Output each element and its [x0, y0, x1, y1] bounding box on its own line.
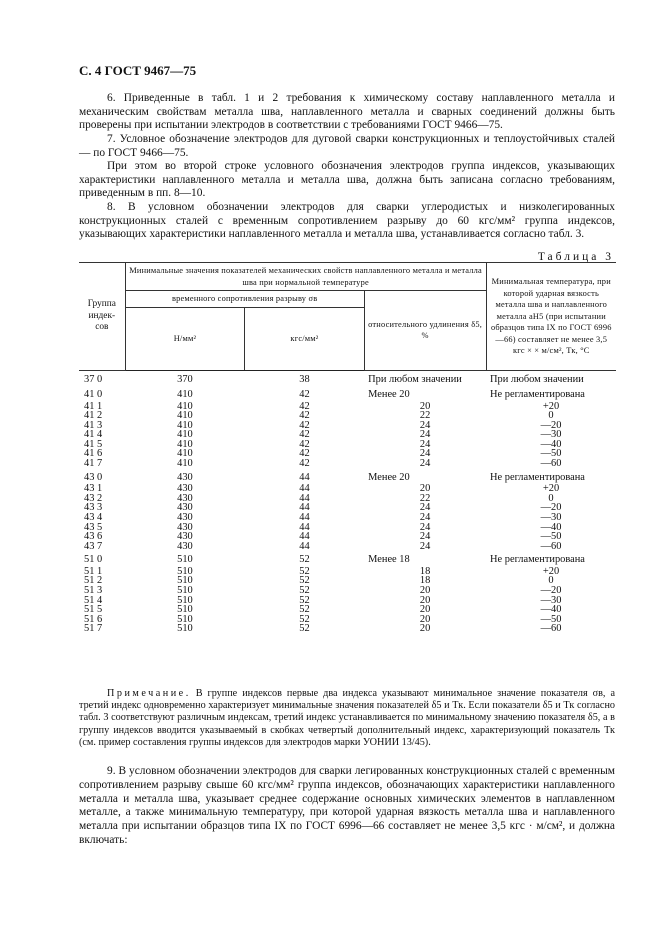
cell-tensile-nmm: 410 — [177, 419, 193, 431]
table-row — [79, 532, 616, 542]
cell-index: 43 5 — [84, 521, 103, 533]
table-row — [79, 586, 616, 596]
cell-index: 51 1 — [84, 565, 103, 577]
cell-tensile-nmm: 430 — [177, 540, 193, 552]
header-nmm: Н/мм² — [125, 307, 245, 370]
cell-temperature-value: 0 — [548, 575, 554, 587]
cell-temperature-value: 0 — [548, 492, 554, 504]
cell-temperature — [486, 542, 616, 552]
cell-tensile-kgs: 52 — [299, 575, 310, 587]
cell-tensile-kgs: 44 — [299, 531, 310, 543]
cell-elongation: При любом значении — [368, 373, 462, 385]
cell-elongation-value: 20 — [419, 604, 431, 616]
cell-tensile-kgs: 52 — [299, 565, 310, 577]
cell-elongation-value: 24 — [419, 540, 431, 552]
header-group: Группа индек-сов — [79, 263, 125, 371]
cell-index: 51 6 — [84, 613, 103, 625]
cell-temperature-value: +20 — [542, 565, 560, 577]
table-row — [79, 386, 616, 402]
cell-elongation-value: 20 — [419, 594, 431, 606]
cell-tensile-kgs: 42 — [299, 410, 310, 422]
cell-index: 41 3 — [84, 419, 103, 431]
cell-elongation-value: 24 — [419, 429, 431, 441]
table-row — [79, 513, 616, 523]
cell-temperature-value: —60 — [540, 540, 562, 552]
paragraph-9: 9. В условном обозначении электродов для сварки легированных конструкционных сталей с временным сопротивлением разрыву свыше 60 кгс/мм² группа индексов, обозначающих характеристики наплавленного металла и металла шва, указывает среднее содержание основных химических элементов в наплавленном металле, а также минимальную температуру, при которой ударная вязкость металла шва и наплавленного металла при испытании образцов типа IX по ГОСТ 6996—66 составляет не менее 3,5 кгс · м/см², и должна включать: — [79, 765, 615, 846]
cell-tensile-kgs: 52 — [299, 604, 310, 616]
cell-tensile-kgs: 42 — [299, 419, 310, 431]
cell-tensile-nmm: 510 — [177, 575, 193, 587]
cell-tensile-kgs: 42 — [299, 389, 310, 400]
cell-temperature-value: —40 — [540, 438, 562, 450]
cell-index: 51 2 — [84, 575, 103, 587]
table-row — [79, 596, 616, 606]
cell-tensile-kgs: 42 — [299, 429, 310, 441]
cell-index: 51 5 — [84, 604, 103, 616]
table-row — [79, 494, 616, 504]
cell-tensile-nmm: 370 — [177, 373, 193, 385]
cell-tensile-kgs: 38 — [299, 373, 310, 385]
cell-index: 43 4 — [84, 511, 103, 523]
cell-tensile-kgs: 44 — [299, 521, 310, 533]
cell-temperature-value: —50 — [540, 613, 562, 625]
cell-elongation-value: 24 — [419, 521, 431, 533]
cell-tensile-nmm: 410 — [177, 389, 193, 400]
cell-temperature-value: —60 — [540, 458, 562, 470]
page-header: С. 4 ГОСТ 9467—75 — [79, 63, 197, 78]
cell-index: 41 5 — [84, 438, 103, 450]
cell-temperature: При любом значении — [490, 373, 584, 385]
cell-elongation-value: 24 — [419, 511, 431, 523]
cell-tensile-kgs: 52 — [299, 554, 310, 566]
cell-tensile-kgs: 44 — [299, 502, 310, 514]
cell-tensile-kgs: 42 — [299, 438, 310, 450]
cell-tensile-nmm: 510 — [177, 604, 193, 616]
cell-tensile-kgs: 44 — [299, 471, 310, 483]
cell-elongation-value: 18 — [419, 575, 431, 587]
cell-index: 41 2 — [84, 410, 103, 422]
cell-elongation-value: 24 — [419, 448, 431, 460]
table-row — [79, 523, 616, 533]
table-row — [79, 469, 616, 485]
cell-tensile-nmm: 430 — [177, 483, 193, 495]
cell-temperature — [486, 624, 616, 634]
header-tensile: временного сопротивления разрыву σв — [125, 291, 364, 308]
table-row — [79, 430, 616, 440]
cell-index: 41 4 — [84, 429, 103, 441]
cell-tensile-nmm: 430 — [177, 502, 193, 514]
cell-temperature-value: +20 — [542, 400, 560, 412]
cell-temperature-value: 0 — [548, 410, 554, 422]
header-elongation: относительного удлинения δ5, % — [364, 291, 486, 371]
cell-elongation-value: 22 — [419, 410, 431, 422]
cell-temperature: Не регламентирована — [490, 554, 585, 566]
cell-temperature-value: —30 — [540, 429, 562, 441]
cell-tensile-kgs: 44 — [299, 511, 310, 523]
table-row — [79, 542, 616, 552]
cell-elongation-value: 24 — [419, 502, 431, 514]
cell-tensile-kgs: 42 — [299, 458, 310, 470]
cell-elongation: Менее 20 — [368, 471, 410, 483]
cell-temperature-value: —20 — [540, 502, 562, 514]
cell-index: 43 0 — [84, 471, 103, 483]
cell-index: 41 7 — [84, 458, 103, 470]
table-body — [79, 370, 616, 634]
cell-temperature: Не регламентирована — [490, 389, 585, 400]
cell-elongation-value: 20 — [419, 400, 431, 412]
cell-index: 51 3 — [84, 585, 103, 596]
table-row — [79, 615, 616, 625]
cell-tensile-kgs: 52 — [299, 594, 310, 606]
note-label: Примечание. — [107, 688, 191, 699]
cell-tensile-nmm: 430 — [177, 492, 193, 504]
cell-elongation-value: 24 — [419, 438, 431, 450]
cell-tensile-nmm: 510 — [177, 623, 193, 635]
cell-temperature-value: —20 — [540, 585, 562, 596]
cell-elongation: Менее 18 — [368, 554, 410, 566]
cell-tensile-nmm: 410 — [177, 429, 193, 441]
cell-elongation: Менее 20 — [368, 389, 410, 400]
cell-elongation-value: 24 — [419, 531, 431, 543]
cell-temperature — [486, 459, 616, 469]
cell-tensile-nmm: 510 — [177, 554, 193, 566]
cell-elongation — [364, 459, 486, 469]
cell-index: 43 7 — [84, 540, 103, 552]
cell-temperature-value: —50 — [540, 448, 562, 460]
cell-elongation-value: 22 — [419, 492, 431, 504]
table-3 — [79, 262, 616, 634]
cell-temperature-value: —30 — [540, 594, 562, 606]
cell-tensile-nmm: 430 — [177, 511, 193, 523]
cell-tensile-nmm: 510 — [177, 585, 193, 596]
cell-elongation-value: 20 — [419, 483, 431, 495]
paragraph-7: 7. Условное обозначение электродов для дуговой сварки конструкционных и теплоустойчивых сталей — по ГОСТ 9466—75. — [79, 133, 615, 159]
table-row — [79, 605, 616, 615]
cell-tensile-kgs: 52 — [299, 585, 310, 596]
paragraph-7-cont: При этом во второй строке условного обозначения электродов группа индексов, указывающих характеристики наплавленного металла и металла шва, должна быть записана согласно требованиям, приведенным в пп. 8—10. — [79, 160, 615, 200]
cell-tensile-kgs: 44 — [299, 492, 310, 504]
header-kgs: кгс/мм² — [245, 307, 364, 370]
cell-elongation — [364, 624, 486, 634]
table-row — [79, 576, 616, 586]
cell-tensile-nmm: 410 — [177, 438, 193, 450]
cell-tensile-kgs: 42 — [299, 400, 310, 412]
table-caption: Таблица 3 — [537, 251, 614, 263]
cell-index: 51 0 — [84, 554, 103, 566]
cell-index: 37 0 — [84, 373, 103, 385]
cell-index: 43 6 — [84, 531, 103, 543]
cell-tensile-nmm: 410 — [177, 458, 193, 470]
table-row — [79, 449, 616, 459]
note-text: В группе индексов первые два индекса указывают минимальное значение показателя σв, а третий индекс одновременно характеризует минимальные значения показателей δ5 и Тк. Если показатели δ5 и Тк согласно табл. 3 соответствуют различным индексам, третий индекс устанавливается по минимальному значению показателя δ5, а в группу индексов вводится указываемый в скобках четвертый дополнительный индекс, характеризующий показатель Тк (см. пример составления группы индексов для электродов марки УОНИИ 13/45). — [79, 688, 615, 748]
cell-temperature-value: —50 — [540, 531, 562, 543]
table-row — [79, 440, 616, 450]
cell-tensile-nmm: 410 — [177, 400, 193, 412]
cell-index: 43 3 — [84, 502, 103, 514]
paragraph-8: 8. В условном обозначении электродов для сварки углеродистых и низколегированных конструкционных сталей с временным сопротивлением разрыву до 60 кгс/мм² группа индексов, указывающих характеристики наплавленного металла и металла шва, устанавливается согласно табл. 3. — [79, 201, 615, 241]
table-row — [79, 484, 616, 494]
cell-tensile-kgs: 44 — [299, 540, 310, 552]
cell-tensile-nmm: 410 — [177, 448, 193, 460]
cell-elongation-value: 18 — [419, 565, 431, 577]
cell-tensile-nmm: 430 — [177, 471, 193, 483]
cell-tensile-kgs: 52 — [299, 613, 310, 625]
cell-temperature-value: —20 — [540, 419, 562, 431]
cell-index: 51 4 — [84, 594, 103, 606]
cell-elongation-value: 20 — [419, 623, 431, 635]
header-mechanical: Минимальные значения показателей механических свойств наплавленного металла и металла шва при нормальной температуре — [125, 263, 486, 291]
cell-tensile-nmm: 510 — [177, 613, 193, 625]
cell-elongation-value: 24 — [419, 419, 431, 431]
cell-tensile-nmm: 510 — [177, 565, 193, 577]
table-row — [79, 411, 616, 421]
table-row — [79, 551, 616, 567]
cell-index: 41 6 — [84, 448, 103, 460]
cell-temperature: Не регламентирована — [490, 471, 585, 483]
table-row — [79, 370, 616, 386]
table-row — [79, 421, 616, 431]
cell-tensile-nmm: 510 — [177, 594, 193, 606]
paragraph-6: 6. Приведенные в табл. 1 и 2 требования к химическому составу наплавленного металла и механическим свойствам металла шва, наплавленного металла и сварных соединений должны быть проверены при испытании электродов в соответствии с требованиями ГОСТ 9466—75. — [79, 92, 615, 132]
table-row — [79, 503, 616, 513]
table-row — [79, 624, 616, 634]
cell-temperature-value: —30 — [540, 511, 562, 523]
cell-elongation-value: 24 — [419, 458, 431, 470]
cell-elongation-value: 20 — [419, 585, 431, 596]
cell-index: 41 0 — [84, 389, 103, 400]
cell-tensile-nmm: 410 — [177, 410, 193, 422]
cell-tensile-kgs: 42 — [299, 448, 310, 460]
table-row — [79, 402, 616, 412]
cell-index: 43 2 — [84, 492, 103, 504]
cell-tensile-kgs: 44 — [299, 483, 310, 495]
header-temperature: Минимальная температура, при которой ударная вязкость металла шва и наплавленного металла aН5 (при испытании образцов типа IX по ГОСТ 6996—66) составляет не менее 3,5 кгс × × м/см², Тк, °С — [486, 263, 616, 371]
cell-elongation-value: 20 — [419, 613, 431, 625]
table-row — [79, 567, 616, 577]
cell-index: 51 7 — [84, 623, 103, 635]
cell-tensile-nmm: 430 — [177, 531, 193, 543]
cell-tensile-nmm: 430 — [177, 521, 193, 533]
table-row — [79, 459, 616, 469]
cell-tensile-kgs: 52 — [299, 623, 310, 635]
cell-temperature-value: +20 — [542, 483, 560, 495]
cell-index: 41 1 — [84, 400, 103, 412]
cell-temperature-value: —60 — [540, 623, 562, 635]
table-note — [79, 688, 615, 749]
cell-temperature-value: —40 — [540, 604, 562, 616]
cell-temperature-value: —40 — [540, 521, 562, 533]
cell-index: 43 1 — [84, 483, 103, 495]
cell-elongation — [364, 542, 486, 552]
